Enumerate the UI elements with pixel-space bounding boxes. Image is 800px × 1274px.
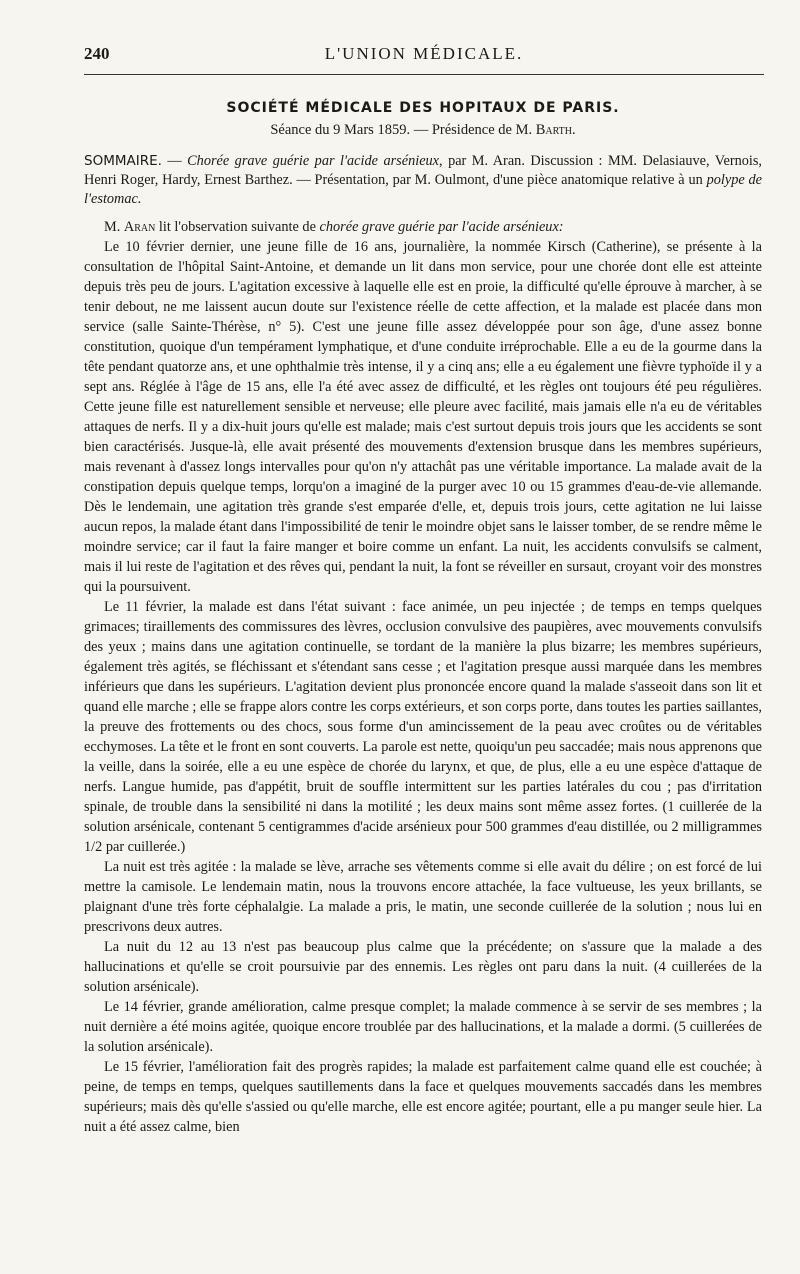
sommaire (84, 152, 762, 209)
sommaire-label: SOMMAIRE. (84, 153, 162, 169)
page-number: 240 (84, 44, 110, 63)
intro-paragraph (84, 217, 762, 237)
paragraph: La nuit du 12 au 13 n'est pas beaucoup plus calme que la précédente; on s'assure que la malade a des hallucinations et qu'elle se croit poursuivie par des ennemis. Les règles ont paru dans la nuit. (4 cuillerées de la solution arsénicale). (84, 939, 762, 995)
page-header (84, 44, 764, 75)
paragraph: Le 10 février dernier, une jeune fille de 16 ans, journalière, la nommée Kirsch (Catherine), se présente à la consultation de l'hôpital Saint-Antoine, et demande un lit dans mon service, pour une chorée dont elle est atteinte depuis très peu de jours. L'agitation excessive à laquelle elle est en proie, la difficulté qu'elle éprouve à marcher, à se tenir debout, ne me laissent aucun doute sur l'existence réelle de cette affection, et la malade est placée dans mon service (salle Sainte-Thérèse, n° 5). C'est une jeune fille assez développée pour son âge, d'une assez bonne constitution, quoique d'un tempérament lymphatique, et d'une conduite irréprochable. Elle a eu de la gourme dans la tête pendant quatorze ans, et une ophthalmie très intense, il y a cinq ans; elle a eu également une fièvre typhoïde il y a sept ans. Réglée à l'âge de 15 ans, elle l'a été avec assez de difficulté, et les règles ont toujours été peu régulières. Cette jeune fille est naturellement sensible et nerveuse; elle pleure avec facilité, mais jamais elle n'a eu de véritables attaques de nerfs. Il y a dix-huit jours qu'elle est malade; mais c'est surtout depuis trois jours que les accidents se sont bien caractérisés. Jusque-là, elle avait présenté des mouvements d'extension brusque dans les membres supérieurs, mais revenant à d'assez longs intervalles pour qu'on n'y attachât pas une véritable importance. La malade avait de la constipation depuis quelque temps, lorqu'on a imaginé de la purger avec 10 ou 15 grammes d'eau-de-vie allemande. Dès le lendemain, une agitation très grande s'est emparée d'elle, et, depuis trois jours, cette agitation ne lui laisse aucun repos, la malade étant dans l'impossibilité de tenir le moindre objet sans le laisser tomber, de se rendre même le moindre service; car il faut la faire manger et boire comme un enfant. La nuit, les accidents convulsifs se calment, mais il lui reste de l'agitation et des rêves qui, pendant la nuit, la font se réveiller en sursaut, croyant voir des monstres qui la poursuivent. (84, 239, 762, 595)
sommaire-dash: — (161, 153, 188, 169)
author-name: Aran (123, 219, 156, 235)
intro-text: lit l'observation suivante de (155, 219, 320, 235)
paragraph: Le 15 février, l'amélioration fait des progrès rapides; la malade est parfaitement calme quand elle est couchée; à peine, de temps en temps, quelques sautillements dans la face et quelques mouvements saccadés dans les membres supérieurs; mais dès qu'elle s'assied ou qu'elle marche, elle est encore agitée; pourtant, elle a pu manger seule hier. La nuit a été assez calme, bien (84, 1059, 762, 1135)
intro-prefix: M. (104, 219, 124, 235)
president-name: Barth. (535, 122, 576, 138)
intro-topic: chorée grave guérie par l'acide arsénieux: (319, 219, 564, 235)
seance-line (84, 120, 762, 140)
sommaire-text: , par M. Aran. Discussion : MM. Delasiauve, Vernois, Henri Roger, Hardy, Ernest Barthez. — Présentation, par M. Oulmont, d'une pièce anatomique relative à un (84, 153, 762, 188)
paragraph: Le 11 février, la malade est dans l'état suivant : face animée, un peu injectée ; de temps en temps quelques grimaces; tiraillements des commissures des lèvres, occlusion convulsive des paupières, avec mouvements convulsifs des yeux ; mains dans une agitation continuelle, se tordant de la manière la plus bizarre; les membres supérieurs, également très agités, se fléchissant et s'étendant sans cesse ; et l'agitation presque aussi marquée dans les membres inférieurs que dans les supérieurs. L'agitation devient plus prononcée encore quand la malade s'asseoit dans son lit et quand elle marche ; elle se frappe alors contre les corps extérieurs, et son corps porte, dans toutes les parties saillantes, la preuve des frottements ou des chocs, sous forme d'un amincissement de la peau avec croûtes ou de véritables ecchymoses. La tête et le front en sont couverts. La parole est nette, quoiqu'un peu saccadée; mais nous apprenons que la veille, dans la soirée, elle a eu une espèce de chorée du larynx, et que, de plus, elle a eu une espèce d'attaque de nerfs. Langue humide, pas d'appétit, bruit de souffle intermittent sur les parties latérales du cou ; pas d'irritation spinale, de trouble dans la sensibilité ni dans la motilité ; les deux mains sont même assez fortes. (1 cuillerée de la solution arsénicale, contenant 5 centigrammes d'acide arsénieux pour 500 grammes d'eau distillée, ou 2 milligrammes 1/2 par cuillerée.) (84, 599, 762, 855)
society-title: SOCIÉTÉ MÉDICALE DES HOPITAUX DE PARIS. (226, 100, 620, 116)
paragraph: La nuit est très agitée : la malade se lève, arrache ses vêtements comme si elle avait du délire ; on est forcé de lui mettre la camisole. Le lendemain matin, nous la trouvons encore attachée, la face vultueuse, les yeux brillants, se plaignant d'une très forte céphalalgie. La malade a pris, le matin, une seconde cuillerée de la solution ; nous lui en prescrivons deux autres. (84, 859, 762, 935)
article-body (84, 98, 762, 1137)
sommaire-topic-1: Chorée grave guérie par l'acide arsénieux (187, 153, 440, 169)
seance-text: Séance du 9 Mars 1859. — Présidence de M. (270, 122, 536, 138)
sommaire-topic-2: polype de l'estomac. (84, 172, 762, 207)
paragraph: Le 14 février, grande amélioration, calme presque complet; la malade commence à se servir de ses membres ; la nuit dernière a été moins agitée, quoique encore troublée par des hallucinations, et la malade a dormi. (5 cuillerées de la solution arsénicale). (84, 999, 762, 1055)
journal-title: L'UNION MÉDICALE. (324, 44, 524, 63)
